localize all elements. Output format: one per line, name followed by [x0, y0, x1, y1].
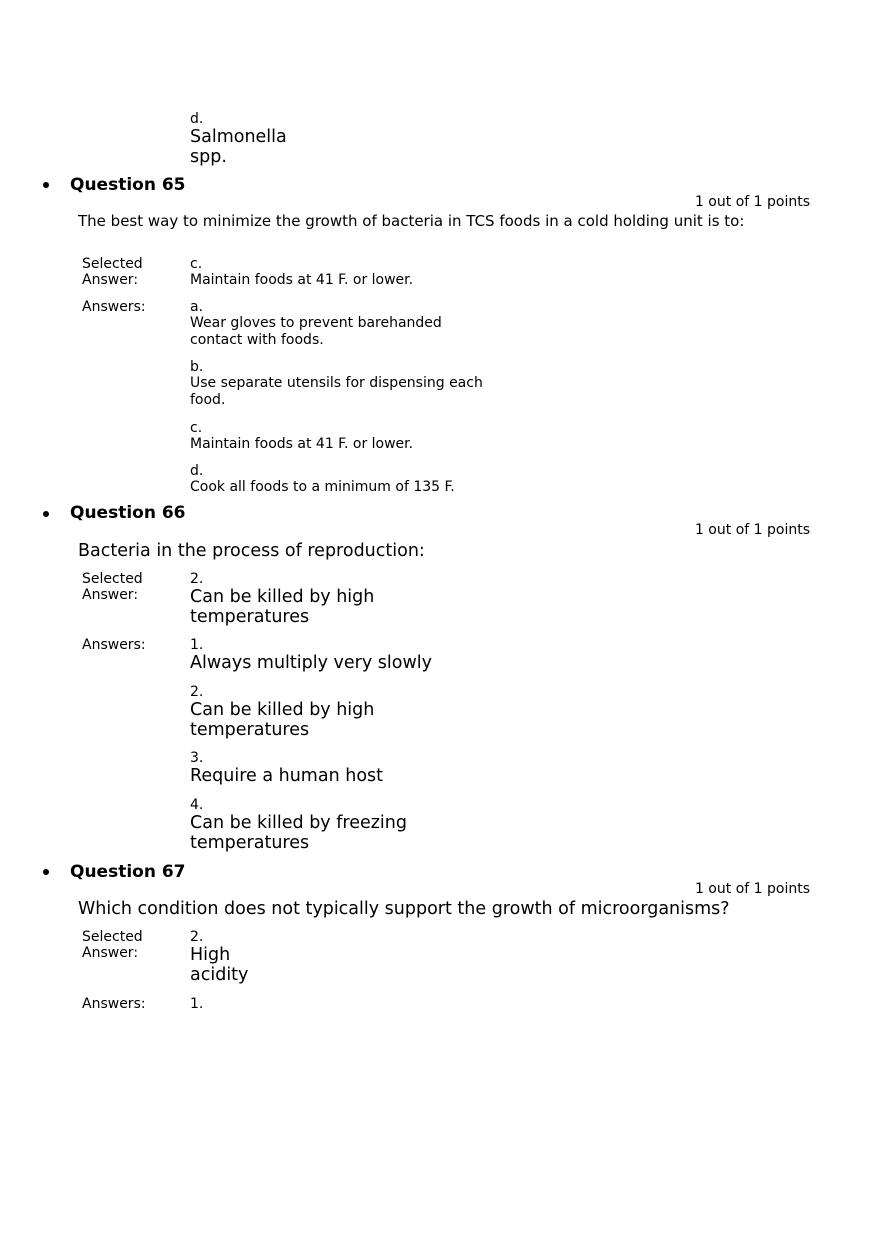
answer-option-1	[190, 637, 432, 673]
answer-text-line: Wear gloves to prevent barehanded	[190, 315, 442, 331]
label-line: Selected	[82, 571, 143, 587]
answer-letter: c.	[190, 256, 203, 272]
answer-text-line: spp.	[190, 147, 227, 167]
question-title: Question 65	[70, 175, 186, 195]
answer-letter: d.	[190, 111, 204, 127]
question-prompt: The best way to minimize the growth of bacteria in TCS foods in a cold holding unit is to:	[78, 212, 745, 230]
question-prompt: Which condition does not typically support the growth of microorganisms?	[78, 899, 730, 919]
answer-letter: a.	[190, 299, 204, 315]
answer-text-line: Maintain foods at 41 F. or lower.	[190, 436, 414, 452]
answer-text-line: Maintain foods at 41 F. or lower.	[190, 272, 414, 288]
answer-option-c	[190, 420, 413, 453]
answer-letter: d.	[190, 463, 204, 479]
answer-letter: c.	[190, 420, 203, 436]
label-line: Answer:	[82, 272, 139, 288]
answer-text-line: contact with foods.	[190, 332, 324, 348]
bullet-icon	[43, 511, 49, 517]
answer-option-3	[190, 750, 383, 786]
selected-answer	[190, 929, 248, 985]
answer-text-line: acidity	[190, 965, 249, 985]
answer-text-line: Always multiply very slowly	[190, 653, 432, 673]
answer-option-2	[190, 684, 374, 740]
answer-text-line: Can be killed by high	[190, 587, 375, 607]
selected-answer	[190, 256, 413, 289]
answer-letter: 3.	[190, 750, 204, 766]
answers-label: Answers:	[82, 299, 146, 315]
previous-answer-d	[190, 111, 287, 167]
question-prompt: Bacteria in the process of reproduction:	[78, 541, 425, 561]
answer-text-line: Require a human host	[190, 766, 384, 786]
answer-option-b	[190, 359, 483, 409]
answer-letter: 1.	[190, 996, 204, 1012]
answer-option-1	[190, 996, 203, 1012]
answer-letter: 1.	[190, 637, 204, 653]
answer-text-line: Can be killed by freezing	[190, 813, 407, 833]
answer-text-line: Salmonella	[190, 127, 287, 147]
answer-letter: 4.	[190, 797, 204, 813]
answer-text-line: Can be killed by high	[190, 700, 375, 720]
answers-label: Answers:	[82, 637, 146, 653]
answer-letter: 2.	[190, 571, 204, 587]
answer-letter: 2.	[190, 684, 204, 700]
question-points: 1 out of 1 points	[694, 522, 810, 538]
label-line: Answer:	[82, 945, 139, 961]
label-line: Selected	[82, 256, 143, 272]
answer-text-line: temperatures	[190, 607, 310, 627]
selected-answer-label	[82, 256, 143, 288]
selected-answer	[190, 571, 374, 627]
label-line: Selected	[82, 929, 143, 945]
bullet-icon	[43, 182, 49, 188]
answer-option-d	[190, 463, 455, 496]
label-line: Answer:	[82, 587, 139, 603]
answer-option-a	[190, 299, 442, 349]
question-title: Question 67	[70, 862, 186, 882]
answer-text-line: temperatures	[190, 720, 310, 740]
bullet-icon	[43, 869, 49, 875]
answer-text-line: Use separate utensils for dispensing each	[190, 375, 483, 391]
answer-text-line: High	[190, 945, 231, 965]
answer-option-4	[190, 797, 407, 853]
question-points: 1 out of 1 points	[694, 881, 810, 897]
answer-text-line: food.	[190, 392, 226, 408]
answer-letter: b.	[190, 359, 204, 375]
selected-answer-label	[82, 571, 143, 603]
selected-answer-label	[82, 929, 143, 961]
question-title: Question 66	[70, 503, 186, 523]
answer-text-line: Cook all foods to a minimum of 135 F.	[190, 479, 455, 495]
answer-text-line: temperatures	[190, 833, 310, 853]
answers-label: Answers:	[82, 996, 146, 1012]
answer-letter: 2.	[190, 929, 204, 945]
question-points: 1 out of 1 points	[694, 194, 810, 210]
